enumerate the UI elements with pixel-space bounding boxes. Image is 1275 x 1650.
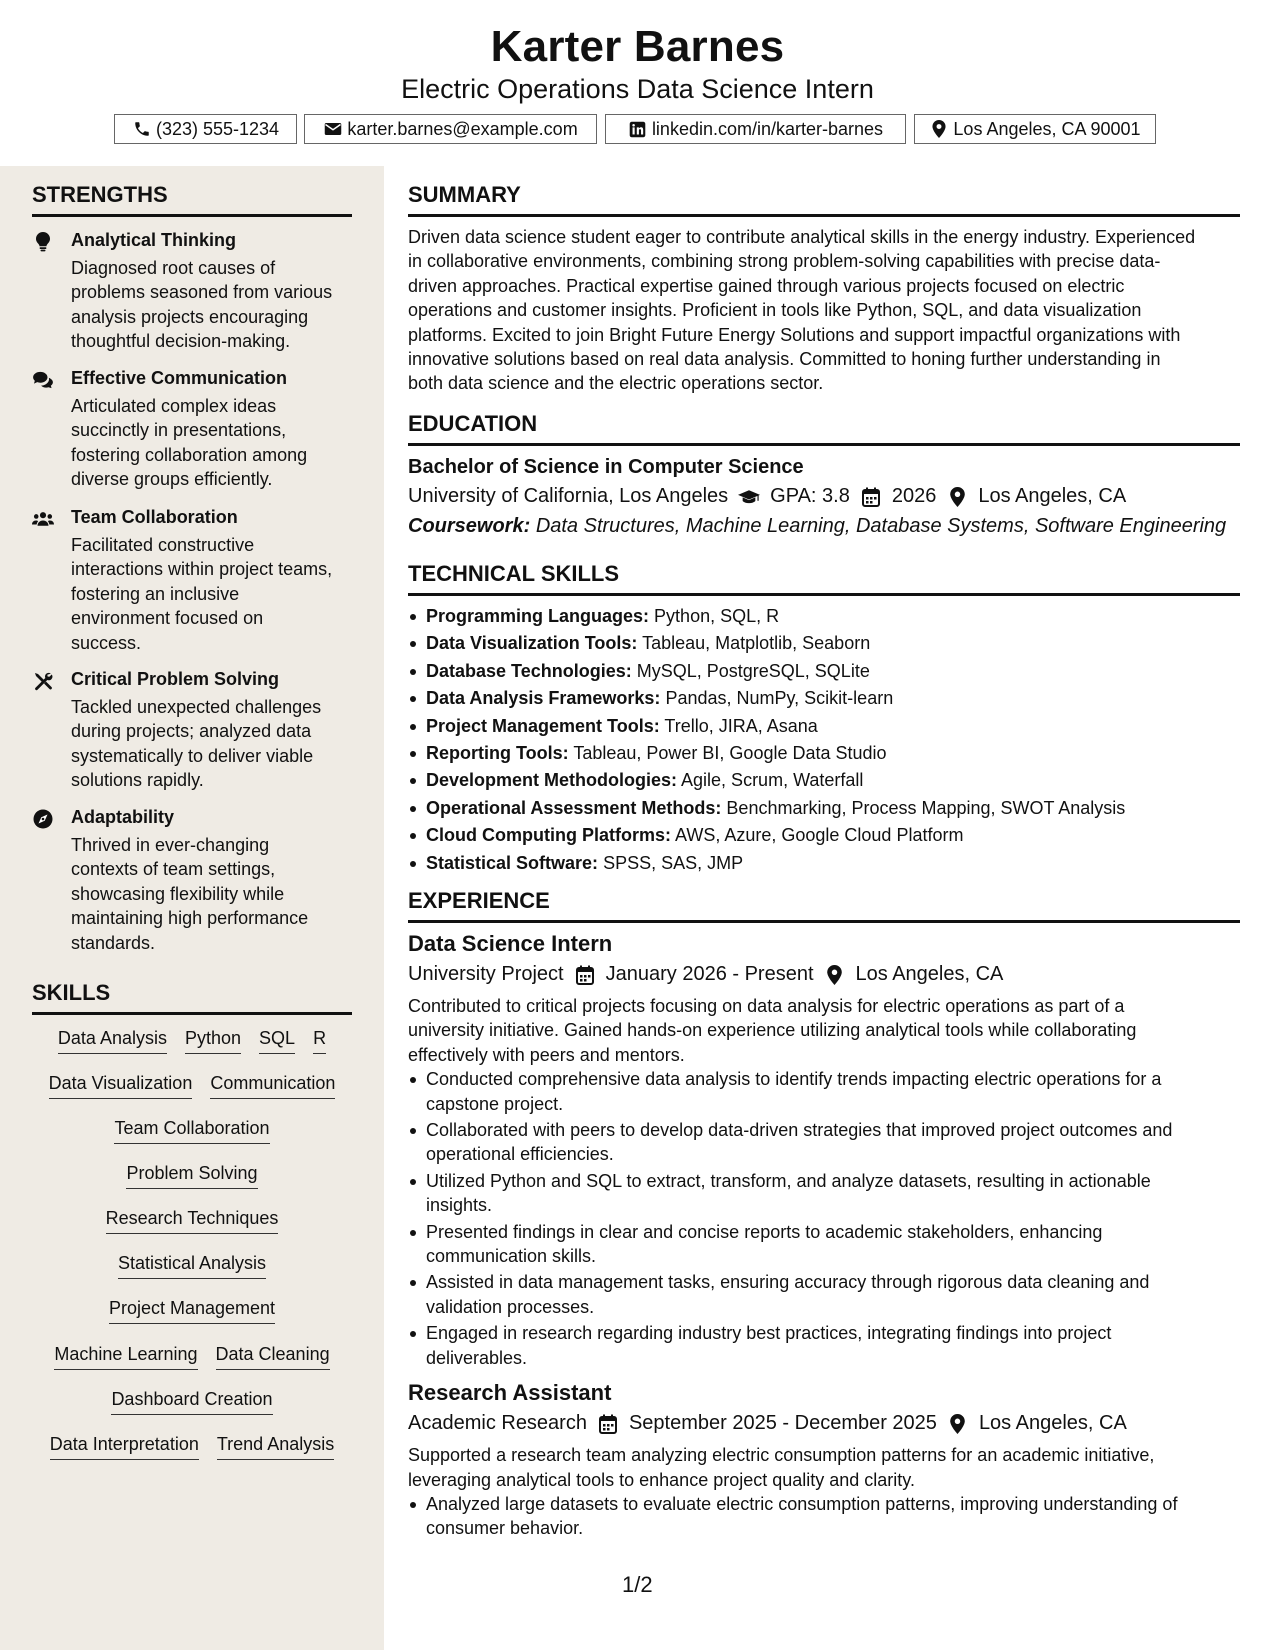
- skill-values: AWS, Azure, Google Cloud Platform: [675, 825, 964, 846]
- skill-category: Development Methodologies:: [426, 770, 678, 791]
- summary-line: innovative solutions based on real data analysis. Committed to honing further understanding in: [408, 349, 1161, 370]
- summary-section: [408, 182, 1240, 396]
- job-dates: September 2025 - December 2025: [628, 1412, 937, 1435]
- education-divider: [408, 443, 1240, 446]
- calendar-icon: [597, 1413, 619, 1435]
- comments-icon: [32, 369, 54, 391]
- skill-category: Data Visualization Tools:: [426, 633, 638, 654]
- skill-tag: Statistical Analysis: [118, 1253, 266, 1279]
- skill-tag: Communication: [210, 1073, 335, 1099]
- job-org: University Project: [408, 963, 564, 985]
- job-meta: [408, 1412, 1240, 1435]
- skill-category: Cloud Computing Platforms:: [426, 825, 671, 846]
- strength-line: Diagnosed root causes of: [71, 258, 276, 278]
- strength-line: standards.: [71, 932, 156, 953]
- list-item: [408, 796, 1240, 823]
- strength-line: Thrived in ever-changing: [71, 835, 270, 855]
- skill-tag: SQL: [259, 1028, 295, 1054]
- job-summary-line: leveraging analytical tools to enhance project quality and clarity.: [408, 1469, 915, 1490]
- skill-values: Tableau, Power BI, Google Data Studio: [573, 742, 887, 763]
- skill-row: [32, 1163, 352, 1189]
- strength-title: Team Collaboration: [71, 507, 238, 527]
- skill-row: [32, 1298, 352, 1324]
- job-summary-line: effectively with peers and mentors.: [408, 1044, 685, 1065]
- bullet-line: Collaborated with peers to develop data-driven strategies that improved project outcomes and: [426, 1120, 1173, 1141]
- location-icon: [947, 1413, 969, 1435]
- strength-line: Tackled unexpected challenges: [71, 697, 322, 717]
- job-meta: [408, 963, 1240, 986]
- list-item: [408, 768, 1240, 795]
- coursework-list: Data Structures, Machine Learning, Database Systems, Software Engineering: [535, 515, 1227, 537]
- summary-line: platforms. Excited to join Bright Future Energy Solutions and support impactful organizations with: [408, 324, 1181, 345]
- education-meta: [408, 485, 1240, 508]
- resume-header: [0, 0, 1275, 166]
- list-item: [408, 1220, 1240, 1269]
- strength-line: solutions rapidly.: [71, 770, 204, 791]
- list-item: [408, 714, 1240, 741]
- strength-line: interactions within project teams,: [71, 559, 333, 580]
- skill-category: Reporting Tools:: [426, 742, 569, 763]
- graduation-year: 2026: [891, 485, 937, 507]
- strengths-heading-block: [32, 182, 352, 217]
- skill-tag: Machine Learning: [54, 1344, 197, 1370]
- skill-row: [32, 1118, 352, 1144]
- strength-line: succinctly in presentations,: [71, 420, 287, 441]
- strength-line: diverse groups efficiently.: [71, 469, 273, 490]
- bullet-line: communication skills.: [426, 1246, 597, 1267]
- bullet-line: Utilized Python and SQL to extract, transform, and analyze datasets, resulting in actionable: [426, 1170, 1151, 1191]
- bullet-line: validation processes.: [426, 1296, 595, 1317]
- list-item: [408, 1321, 1240, 1370]
- skill-row: [32, 1073, 352, 1099]
- job-bullets: [408, 1067, 1240, 1370]
- skill-tag: Data Interpretation: [50, 1434, 199, 1460]
- skill-row: [32, 1253, 352, 1279]
- list-item: [408, 1169, 1240, 1218]
- summary-text: [408, 225, 1240, 396]
- strength-line: analysis projects encouraging: [71, 306, 309, 327]
- summary-line: operations and customer insights. Proficient in tools like Python, SQL, and data visualization: [408, 300, 1142, 321]
- experience-section: [408, 888, 1240, 1541]
- skills-heading: SKILLS: [32, 980, 111, 1005]
- skill-tag: R: [313, 1028, 326, 1054]
- job-location: Los Angeles, CA: [978, 1412, 1127, 1435]
- strength-line: thoughtful decision-making.: [71, 331, 291, 352]
- skill-values: MySQL, PostgreSQL, SQLite: [636, 660, 870, 681]
- technical-skills-section: [408, 561, 1240, 878]
- strength-line: contexts of team settings,: [71, 859, 276, 880]
- strength-title: Critical Problem Solving: [71, 669, 280, 689]
- skill-category: Operational Assessment Methods:: [426, 797, 722, 818]
- strength-line: during projects; analyzed data: [71, 721, 312, 742]
- skill-values: SPSS, SAS, JMP: [603, 852, 744, 873]
- strength-line: Facilitated constructive: [71, 535, 255, 555]
- users-icon: [32, 508, 54, 530]
- strength-description: [71, 695, 361, 793]
- strength-line: fostering collaboration among: [71, 444, 308, 465]
- bullet-line: deliverables.: [426, 1347, 528, 1368]
- skill-row: [32, 1434, 352, 1460]
- skill-category: Data Analysis Frameworks:: [426, 688, 661, 709]
- job-summary-line: university initiative. Gained hands-on experience utilizing analytical tools while collaborating: [408, 1020, 1137, 1041]
- bullet-line: Conducted comprehensive data analysis to identify trends impacting electric operations for a: [426, 1069, 1162, 1090]
- graduation-cap-icon: [738, 486, 760, 508]
- calendar-icon: [574, 964, 596, 986]
- summary-divider: [408, 214, 1240, 217]
- job-title: Research Assistant: [408, 1380, 612, 1406]
- strength-line: environment focused on: [71, 608, 264, 629]
- skill-tag: Python: [185, 1028, 241, 1054]
- strength-description: [71, 256, 361, 354]
- strength-title: Analytical Thinking: [71, 230, 237, 250]
- job-entry: [408, 931, 1240, 1370]
- contact-linkedin[interactable]: [605, 114, 906, 144]
- phone-icon: [132, 119, 152, 139]
- job-summary: [408, 1443, 1240, 1492]
- tools-icon: [32, 670, 54, 692]
- skills-heading-block: [32, 980, 352, 1015]
- strength-line: systematically to deliver viable: [71, 745, 314, 766]
- skill-tag: Data Cleaning: [216, 1344, 330, 1370]
- job-location: Los Angeles, CA: [855, 963, 1004, 985]
- job-summary-line: Contributed to critical projects focusing on data analysis for electric operations as part of a: [408, 996, 1125, 1016]
- strength-line: fostering an inclusive: [71, 583, 240, 604]
- envelope-icon: [323, 119, 343, 139]
- list-item: [408, 851, 1240, 878]
- bullet-line: Analyzed large datasets to evaluate electric consumption patterns, improving understanding of: [426, 1493, 1178, 1514]
- skill-tag: Team Collaboration: [114, 1118, 269, 1144]
- location-icon: [929, 119, 949, 139]
- education-location: Los Angeles, CA: [978, 485, 1127, 507]
- degree-name: Bachelor of Science in Computer Science: [408, 456, 804, 478]
- page-number: 1/2: [622, 1572, 653, 1597]
- strength-title: Adaptability: [71, 807, 175, 827]
- strength-description: [71, 533, 361, 655]
- lightbulb-icon: [32, 231, 54, 253]
- skill-values: Trello, JIRA, Asana: [664, 715, 818, 736]
- skills-divider: [32, 1012, 352, 1015]
- experience-divider: [408, 920, 1240, 923]
- job-bullets: [408, 1492, 1240, 1541]
- contact-text: linkedin.com/in/karter-barnes: [651, 118, 884, 139]
- technical-skills-heading: TECHNICAL SKILLS: [408, 561, 620, 586]
- strength-line: showcasing flexibility while: [71, 883, 285, 904]
- contact-email[interactable]: [304, 114, 597, 144]
- skill-tag: Problem Solving: [126, 1163, 257, 1189]
- skill-values: Python, SQL, R: [654, 606, 780, 626]
- technical-skills-divider: [408, 593, 1240, 596]
- skill-tag: Trend Analysis: [217, 1434, 334, 1460]
- skill-values: Benchmarking, Process Mapping, SWOT Analysis: [726, 797, 1126, 818]
- education-section: [408, 411, 1240, 538]
- candidate-name: Karter Barnes: [490, 22, 785, 71]
- strength-description: [71, 833, 361, 955]
- list-item: [408, 659, 1240, 686]
- skill-values: Agile, Scrum, Waterfall: [681, 770, 864, 791]
- summary-line: in collaborative environments, combining strong problem-solving capabilities with precise data-: [408, 251, 1161, 272]
- skill-tag: Data Analysis: [58, 1028, 167, 1054]
- skill-row: [32, 1028, 352, 1054]
- bullet-line: Assisted in data management tasks, ensuring accuracy through rigorous data cleaning and: [426, 1272, 1150, 1293]
- list-item: [408, 686, 1240, 713]
- job-dates: January 2026 - Present: [605, 963, 814, 985]
- education-heading: EDUCATION: [408, 411, 538, 436]
- skill-category: Statistical Software:: [426, 852, 599, 873]
- list-item: [408, 1270, 1240, 1319]
- job-title: Data Science Intern: [408, 931, 613, 956]
- list-item: [408, 1492, 1240, 1541]
- skill-values: Pandas, NumPy, Scikit-learn: [665, 688, 894, 709]
- location-icon: [946, 486, 968, 508]
- skill-category: Programming Languages:: [426, 606, 650, 626]
- bullet-line: insights.: [426, 1195, 493, 1216]
- list-item: [408, 1067, 1240, 1116]
- strength-line: success.: [71, 632, 142, 653]
- skill-row: [32, 1208, 352, 1234]
- location-icon: [824, 964, 846, 986]
- summary-heading: SUMMARY: [408, 182, 521, 207]
- job-title: Electric Operations Data Science Intern: [401, 74, 874, 104]
- list-item: [408, 604, 1240, 631]
- list-item: [408, 741, 1240, 768]
- contact-location[interactable]: [914, 114, 1156, 144]
- contact-text: karter.barnes@example.com: [347, 118, 578, 139]
- strengths-heading: STRENGTHS: [32, 182, 168, 207]
- job-org: Academic Research: [408, 1412, 587, 1435]
- skill-row: [32, 1344, 352, 1370]
- calendar-icon: [860, 486, 882, 508]
- summary-line: both data science and the electric operations sector.: [408, 373, 824, 394]
- skill-tag: Dashboard Creation: [111, 1389, 272, 1415]
- coursework: [408, 515, 1240, 538]
- strengths-divider: [32, 214, 352, 217]
- strength-line: problems seasoned from various: [71, 282, 333, 303]
- school-name: University of California, Los Angeles: [408, 485, 729, 507]
- summary-line: driven approaches. Practical expertise gained through various projects focused on electric: [408, 275, 1125, 296]
- skill-tag: Data Visualization: [49, 1073, 193, 1099]
- skill-tag: Research Techniques: [106, 1208, 279, 1234]
- strength-description: [71, 394, 361, 492]
- skill-row: [32, 1389, 352, 1415]
- contact-text: Los Angeles, CA 90001: [953, 118, 1141, 139]
- technical-skills-list: [408, 604, 1240, 878]
- strength-line: maintaining high performance: [71, 908, 309, 929]
- bullet-line: capstone project.: [426, 1093, 564, 1114]
- summary-line: Driven data science student eager to contribute analytical skills in the energy industry. Experienced: [408, 227, 1196, 247]
- sidebar: [0, 166, 384, 1650]
- bullet-line: Presented findings in clear and concise reports to academic stakeholders, enhancing: [426, 1221, 1103, 1242]
- list-item: [408, 823, 1240, 850]
- skill-tag: Project Management: [109, 1298, 275, 1324]
- bullet-line: Engaged in research regarding industry best practices, integrating findings into project: [426, 1323, 1112, 1344]
- job-entry: [408, 1380, 1240, 1541]
- gpa: GPA: 3.8: [770, 485, 850, 507]
- bullet-line: consumer behavior.: [426, 1518, 584, 1539]
- skill-category: Database Technologies:: [426, 660, 632, 681]
- contact-text: (323) 555-1234: [155, 118, 280, 139]
- experience-heading: EXPERIENCE: [408, 888, 550, 913]
- compass-icon: [32, 808, 54, 830]
- skill-values: Tableau, Matplotlib, Seaborn: [642, 633, 871, 654]
- bullet-line: operational efficiencies.: [426, 1144, 614, 1165]
- strength-line: Articulated complex ideas: [71, 396, 277, 416]
- contact-phone[interactable]: [114, 114, 297, 144]
- coursework-label: Coursework:: [408, 515, 531, 537]
- job-summary-line: Supported a research team analyzing electric consumption patterns for an academic initiative,: [408, 1445, 1155, 1466]
- strength-title: Effective Communication: [71, 368, 288, 388]
- linkedin-icon: [628, 119, 648, 139]
- list-item: [408, 1118, 1240, 1167]
- list-item: [408, 631, 1240, 658]
- job-summary: [408, 994, 1240, 1067]
- skill-category: Project Management Tools:: [426, 715, 660, 736]
